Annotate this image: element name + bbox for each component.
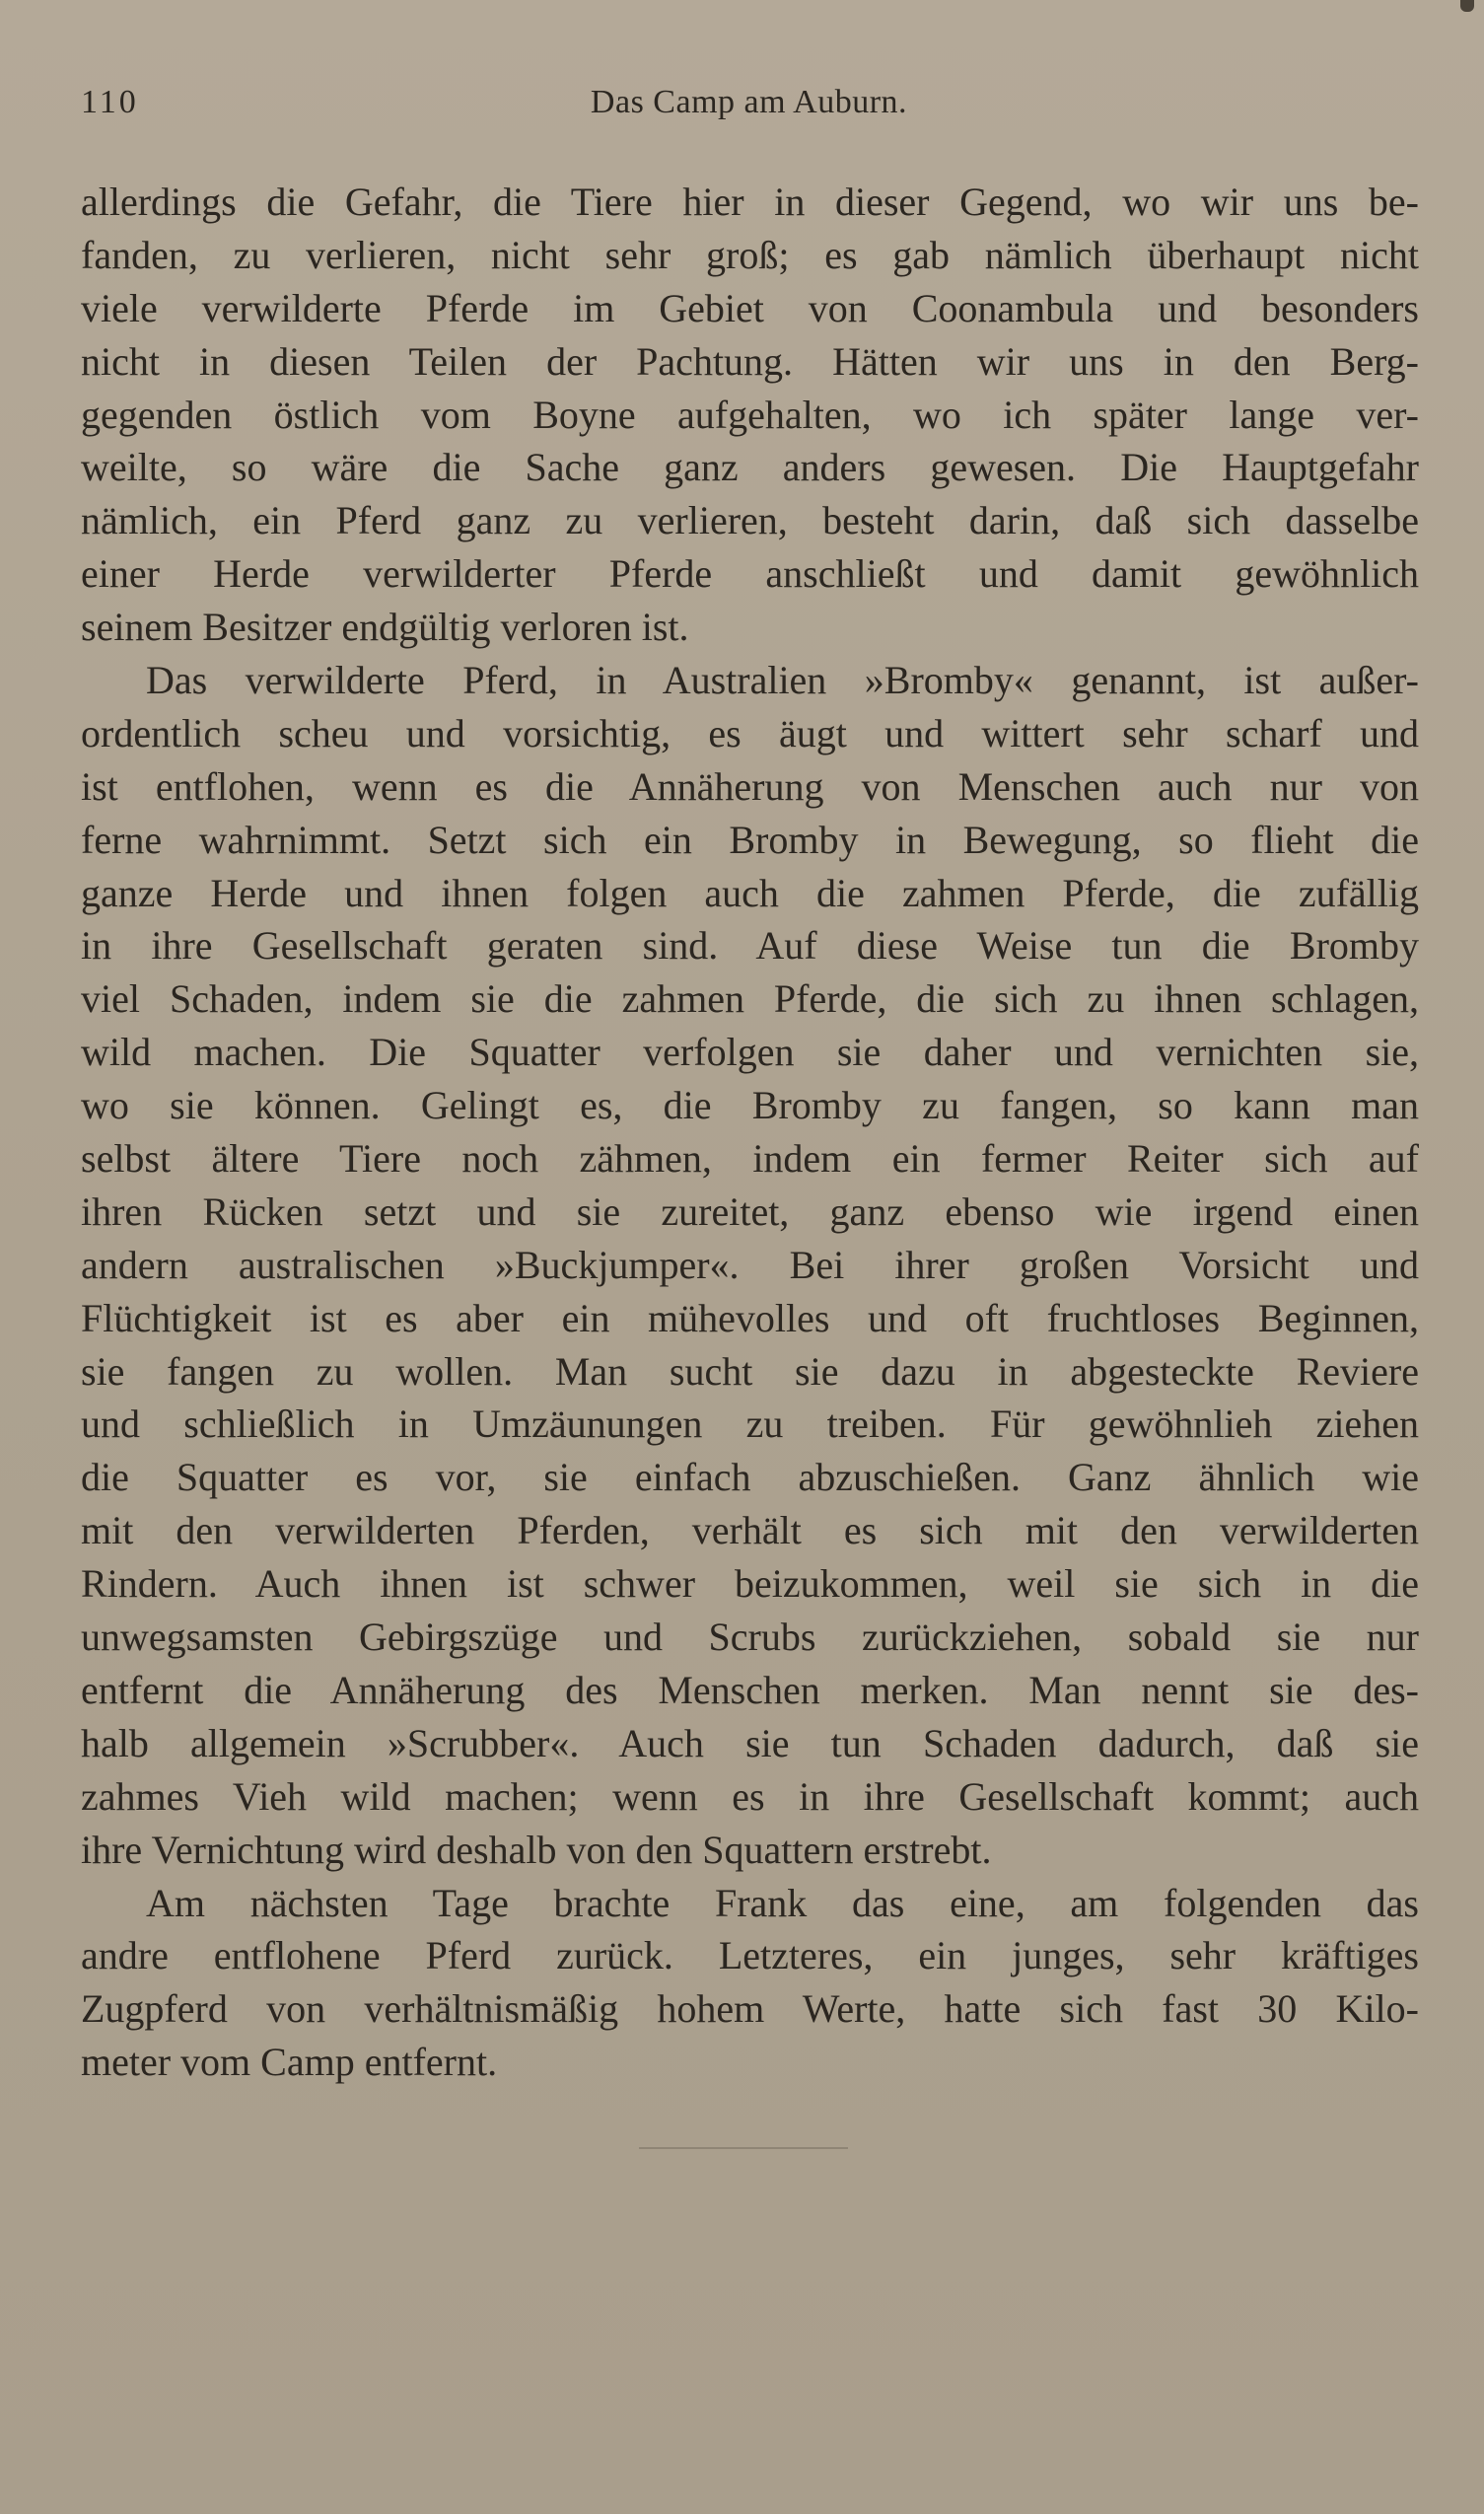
page-corner-mark [1460, 0, 1474, 12]
text-line: seinem Besitzer endgültig verloren ist. [81, 605, 689, 650]
text-line: unwegsamsten Gebirgszüge und Scrubs zurückziehen, sobald sie nur [81, 1615, 1419, 1660]
text-line: sie fangen zu wollen. Man sucht sie dazu in abgesteckte Reviere [81, 1348, 1419, 1394]
page-number: 110 [81, 84, 139, 120]
text-line: einer Herde verwilderter Pferde anschließt und damit gewöhnlich [81, 551, 1419, 597]
text-line: gegenden östlich vom Boyne aufgehalten, wo ich später lange ver- [81, 392, 1419, 437]
text-line: Flüchtigkeit ist es aber ein mühevolles und oft fruchtloses Beginnen, [81, 1295, 1419, 1340]
text-line: andre entflohene Pferd zurück. Letzteres, ein junges, sehr kräftiges [81, 1933, 1419, 1978]
text-line: Das verwilderte Pferd, in Australien »Bromby« genannt, ist außer- [146, 658, 1419, 703]
text-line: andern australischen »Buckjumper«. Bei ihrer großen Vorsicht und [81, 1242, 1419, 1287]
text-line: ist entflohen, wenn es die Annäherung von Menschen auch nur von [81, 763, 1419, 809]
text-line: nicht in diesen Teilen der Pachtung. Hätten wir uns in den Berg- [81, 338, 1419, 384]
text-line: entfernt die Annäherung des Menschen merken. Man nennt sie des- [81, 1667, 1419, 1712]
text-line: mit den verwilderten Pferden, verhält es sich mit den verwilderten [81, 1508, 1419, 1553]
text-line: meter vom Camp entfernt. [81, 2040, 498, 2085]
text-line: ferne wahrnimmt. Setzt sich ein Bromby in Bewegung, so flieht die [81, 817, 1419, 862]
section-end-rule [639, 2147, 848, 2149]
text-line: ihren Rücken setzt und sie zureitet, ganz ebenso wie irgend einen [81, 1188, 1419, 1234]
text-line: selbst ältere Tiere noch zähmen, indem ein fermer Reiter sich auf [81, 1136, 1419, 1182]
text-line: weilte, so wäre die Sache ganz anders gewesen. Die Hauptgefahr [81, 445, 1419, 490]
text-line: und schließlich in Umzäunungen zu treiben. Für gewöhnlieh ziehen [81, 1401, 1419, 1447]
text-line: nämlich, ein Pferd ganz zu verlieren, besteht darin, daß sich dasselbe [81, 498, 1419, 543]
text-line: wo sie können. Gelingt es, die Bromby zu fangen, so kann man [81, 1083, 1419, 1128]
text-line: zahmes Vieh wild machen; wenn es in ihre Gesellschaft kommt; auch [81, 1773, 1419, 1819]
text-line: die Squatter es vor, sie einfach abzuschießen. Ganz ähnlich wie [81, 1455, 1419, 1500]
text-line: allerdings die Gefahr, die Tiere hier in dieser Gegend, wo wir uns be- [81, 180, 1419, 224]
text-line: ordentlich scheu und vorsichtig, es äugt und wittert sehr scharf und [81, 710, 1419, 755]
text-line: fanden, zu verlieren, nicht sehr groß; es gab nämlich überhaupt nicht [81, 232, 1419, 277]
page-header [81, 84, 1417, 133]
text-line: halb allgemein »Scrubber«. Auch sie tun Schaden dadurch, daß sie [81, 1720, 1419, 1765]
text-line: Rindern. Auch ihnen ist schwer beizukommen, weil sie sich in die [81, 1561, 1419, 1607]
text-line: in ihre Gesellschaft geraten sind. Auf diese Weise tun die Bromby [81, 923, 1419, 969]
text-line: Am nächsten Tage brachte Frank das eine, am folgenden das [146, 1880, 1419, 1925]
text-line: ganze Herde und ihnen folgen auch die zahmen Pferde, die zufällig [81, 870, 1419, 915]
text-line: wild machen. Die Squatter verfolgen sie daher und vernichten sie, [81, 1030, 1419, 1075]
text-line: ihre Vernichtung wird deshalb von den Squattern erstrebt. [81, 1827, 992, 1872]
text-line: viel Schaden, indem sie die zahmen Pferde, die sich zu ihnen schlagen, [81, 976, 1419, 1022]
text-line: viele verwilderte Pferde im Gebiet von Coonambula und besonders [81, 285, 1419, 330]
text-line: Zugpferd von verhältnismäßig hohem Werte, hatte sich fast 30 Kilo- [81, 1986, 1419, 2032]
running-title: Das Camp am Auburn. [590, 84, 908, 120]
body-text [81, 176, 1419, 2089]
